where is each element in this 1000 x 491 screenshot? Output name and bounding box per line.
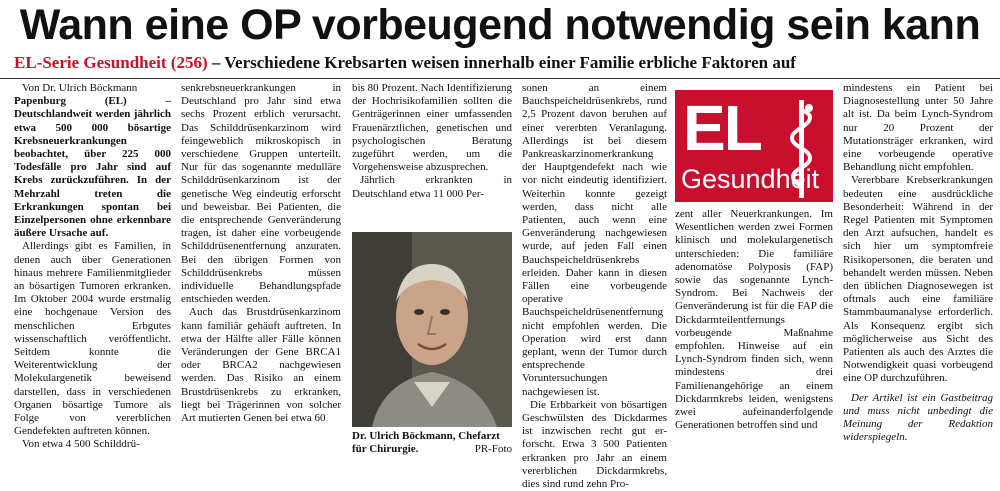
header-rule	[0, 78, 1000, 79]
caption-name: Dr. Ulrich Böckmann, Chefarzt für Chirurgie.	[352, 430, 500, 455]
article-paragraph: Jährlich erkrankten in Deutschland etwa 11 000 Per-	[352, 174, 512, 200]
column-1	[14, 82, 171, 467]
column-2	[181, 82, 341, 467]
subheadline	[14, 52, 796, 74]
portrait-image	[352, 232, 512, 427]
article-paragraph: bis 80 Prozent. Nach Identifizierung der Hochrisikofamilien sollten die Genträgerinnen einer umfassenden Frauenärztlichen, genetischen und psychologischen Beratung zugeführt werden, um die Vorgehensweise abzusprechen.	[352, 82, 512, 174]
column-6	[843, 82, 993, 467]
author-photo	[352, 232, 512, 427]
editorial-note: Der Artikel ist ein Gastbeitrag und muss nicht unbedingt die Meinung der Redaktion widerspiegeln.	[843, 391, 993, 444]
subheadline-text: – Verschiedene Krebsarten weisen innerhalb einer Familie erbliche Faktoren auf	[207, 53, 796, 72]
article-paragraph: zent aller Neuerkrankungen. Im Wesentlichen werden zwei Formen klinisch und molekulargenetisch unterschieden: Die familiäre adenomatöse Polyposis (FAP) sowie das sogenannte Lynch-Syndrom. Bei Nachweis der Genveränderung ist für die FAP die Dickdarmteilentfernungs vorbeugende Maßnahme empfohlen. Hinweise auf ein Lynch-Syndrom finden sich, wenn mindestens drei Familienangehörige an einem Dickdarmkrebs leiden, wenigstens zwei aufeinanderfolgende Generationen betroffen sind und	[675, 208, 833, 432]
photo-credit: PR-Foto	[474, 443, 512, 455]
column-3	[352, 82, 512, 230]
article-paragraph: sonen an einem Bauchspeicheldrüsenkrebs, rund 2,5 Prozent davon beruhen auf einer vererbten Veranlagung. Allerdings ist bei diesem Pankreaskarzinomerkrankung der Hauptgendefekt nach wie vor nicht eindeutig identifiziert. Weiterhin konnte gezeigt werden, dass nicht alle Patienten, auch wenn eine Genveränderung nachgewiesen wurde, auf jeden Fall einen Bauchspeicheldrüsenkrebs erleiden. Daher kann in diesen Fällen eine vorbeugende operative Bauchspeicheldrüsenentfernung nicht empfohlen werden. Die Operation wird erst dann geplant, wenn der Tumor durch entsprechende Voruntersuchungen nachgewiesen ist.	[522, 82, 667, 398]
article-paragraph: mindestens ein Patient bei Diagnosestellung unter 50 Jahre alt ist. Da beim Lynch-Syndrom nur 20 Prozent der Mutationsträger erkranken, wird eine vorbeugende operative Behandlung nicht empfohlen.	[843, 82, 993, 174]
logo-el-text: EL	[683, 92, 761, 164]
column-5	[675, 208, 833, 467]
article-paragraph: Allerdings gibt es Familien, in denen auch über Generationen hinaus mehrere Familienmitglieder an bösartigen Tumoren erkranken. Im Oktober 2004 wurde erstmalig eine hochgenaue Version des menschlichen Erbgutes wissenschaftlich veröffentlicht. Seitdem konnte die Weiterentwicklung der Molekulargenetik beweisend darstellen, dass in verschiedenen Organen bösartige Tumore als Folge von vererblichen Gendefekten auftreten können.	[14, 240, 171, 438]
series-label: EL-Serie Gesundheit (256)	[14, 53, 208, 72]
lead-paragraph: Papenburg (EL) – Deutschlandweit werden jährlich etwa 500 000 bösartige Krebsneuerkrankungen beobachtet, über 225 000 Todesfälle pro Jahr sind auf Krebs zurückzuführen. In der Mehrzahl treten die Erkrankungen spontan bei Einzelpersonen ohne erkennbare äußere Ursache auf.	[14, 95, 171, 240]
photo-caption	[352, 430, 512, 456]
article-paragraph: Vererbbare Krebserkrankungen bedeuten eine ausdrückliche Besonderheit: Während in der Regel Patienten mit Symptomen den Arzt aufsuchen, handelt es sich hier um symptomfreie Risikopersonen, die beraten und behandelt werden müssen. Neben den üblichen Diagnosewegen ist oftmals auch eine familiäre Stammbaumanalyse erforderlich. Als Konsequenz ergibt sich möglicherweise aus Sicht des Patienten als auch des Arztes die Notwendigkeit quasi vorbeugend eine OP durchzuführen.	[843, 174, 993, 385]
article-paragraph: Von etwa 4 500 Schilddrü-	[22, 438, 140, 451]
article-paragraph: Die Erbbarkeit von bösartigen Geschwülsten des Dickdarmes ist inzwischen recht gut er-forscht. Etwa 3 500 Patienten erkranken pro Jahr an einem vererblichen Dickdarmkrebs, dies sind rund zehn Pro-	[522, 398, 667, 491]
logo-gesundheit-text: Gesundheit	[681, 164, 820, 194]
author-line: Von Dr. Ulrich Böckmann	[22, 82, 138, 94]
column-4	[522, 82, 667, 491]
el-gesundheit-logo	[675, 90, 833, 202]
article-paragraph: Auch das Brustdrüsenkarzinom kann familiär gehäuft auftreten. In etwa der Hälfte aller Fälle können Veränderungen der Gene BRCA1 oder BRCA2 nachgewiesen werden. Das Risiko an einem Brustdrüsenkrebs zu erkranken, liegt bei Trägerinnen von solcher Art mutierten Genen bei etwa 60	[181, 306, 341, 425]
headline: Wann eine OP vorbeugend notwendig sein kann	[19, 1, 981, 49]
article-paragraph: senkrebsneuerkrankungen in Deutschland pro Jahr sind etwa sechs Prozent erblich verursacht. Das Schilddrüsenkarzinom wird feingeweblich mikroskopisch in verschiedene Gruppen unterteilt. Nur für das sogenannte medulläre Schilddrüsenkarzinom ist der genetische Weg eindeutig erforscht und beweisbar. Bei Patienten, die die entsprechende Genveränderung tragen, ist daher eine vorbeugende Schilddrüsenentfernung anzuraten. Bei den übrigen Formen von Schilddrüsenkrebs müssen individuelle Behandlungspfade entschieden werden.	[181, 82, 341, 306]
